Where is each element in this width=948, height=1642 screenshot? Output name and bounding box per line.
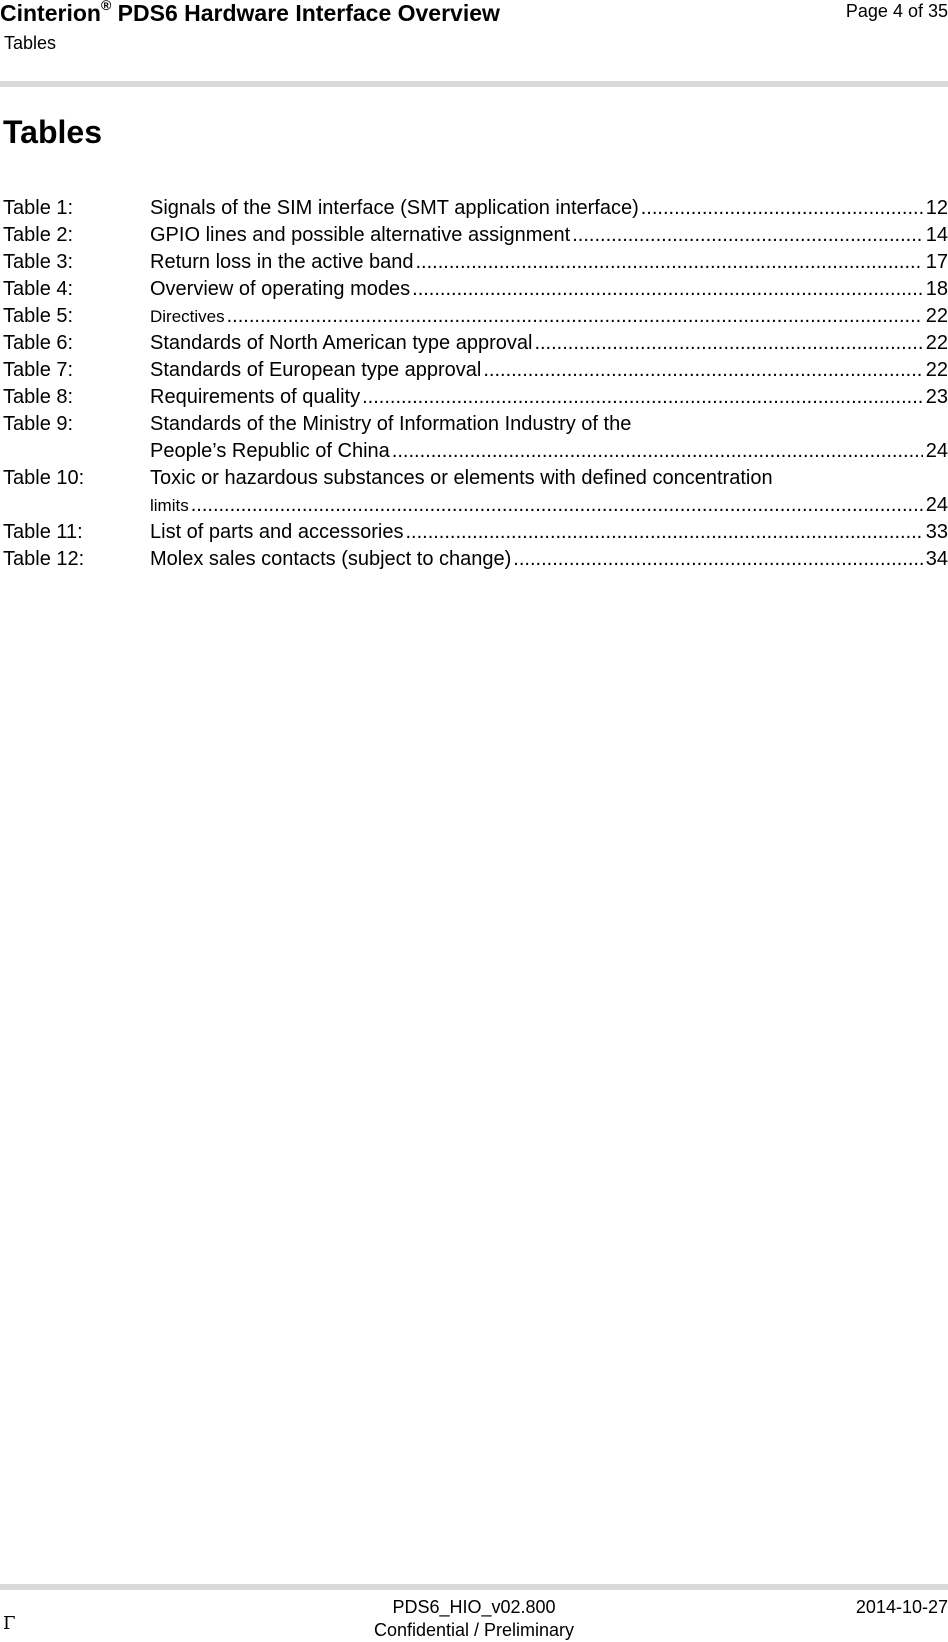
page-number: Page 4 of 35 <box>845 1 948 21</box>
toc-entry-label: Table 7: <box>3 359 74 381</box>
toc-entry[interactable] <box>0 384 948 411</box>
toc-entry[interactable] <box>0 411 948 465</box>
toc-dot-leader <box>227 303 923 330</box>
toc-entry-page: 14 <box>925 224 948 246</box>
toc-entry[interactable] <box>0 465 948 519</box>
document-id: PDS6_HIO_v02.800 <box>392 1597 556 1617</box>
toc-entry[interactable] <box>0 195 948 222</box>
toc-entry[interactable] <box>0 249 948 276</box>
document-title <box>0 0 500 26</box>
footer-mark: Γ <box>3 1613 16 1634</box>
page-heading: Tables <box>3 114 102 150</box>
toc-entry-title: Molex sales contacts (subject to change) <box>150 548 512 570</box>
toc-entry-title: Signals of the SIM interface (SMT application interface) <box>150 197 639 219</box>
header-divider <box>0 81 948 87</box>
toc-dot-leader <box>572 222 923 249</box>
toc-entry-label: Table 10: <box>3 467 85 489</box>
toc-entry-label: Table 5: <box>3 305 74 327</box>
toc-entry-title: Overview of operating modes <box>150 278 411 300</box>
toc-dot-leader <box>405 519 922 546</box>
toc-entry[interactable] <box>0 276 948 303</box>
toc-entry-page: 24 <box>925 440 948 462</box>
toc-entry-title: Standards of European type approval <box>150 359 482 381</box>
toc-entry-title: Standards of North American type approval <box>150 332 533 354</box>
section-name: Tables <box>4 33 57 53</box>
toc-entry-label: Table 9: <box>3 413 74 435</box>
toc-entry-page: 22 <box>925 332 948 354</box>
toc-entry-page: 22 <box>925 305 948 327</box>
toc-entry-label: Table 8: <box>3 386 74 408</box>
toc-entry-page: 34 <box>925 548 948 570</box>
toc-entry-label: Table 2: <box>3 224 74 246</box>
toc-entry[interactable] <box>0 357 948 384</box>
toc-entry-page: 17 <box>925 251 948 273</box>
toc-entry-page: 12 <box>925 197 948 219</box>
footer-divider <box>0 1584 948 1590</box>
toc-dot-leader <box>392 438 923 465</box>
footer-center <box>300 1596 648 1642</box>
toc-entry-page: 18 <box>925 278 948 300</box>
toc-dot-leader <box>191 492 923 519</box>
document-title-text: PDS6 Hardware Interface Overview <box>111 0 500 26</box>
toc-entry-title: List of parts and accessories <box>150 521 404 543</box>
registered-mark: ® <box>100 0 112 14</box>
list-of-tables <box>0 195 948 573</box>
toc-entry-title-line: Toxic or hazardous substances or elements with defined concentration <box>150 467 773 489</box>
toc-entry[interactable] <box>0 519 948 546</box>
brand-name: Cinterion <box>0 0 101 26</box>
toc-entry-page: 24 <box>925 494 948 516</box>
toc-dot-leader <box>641 195 923 222</box>
document-status: Confidential / Preliminary <box>373 1620 575 1640</box>
document-date: 2014-10-27 <box>855 1597 948 1617</box>
toc-entry-page: 23 <box>925 386 948 408</box>
toc-entry[interactable] <box>0 546 948 573</box>
toc-entry-page: 33 <box>925 521 948 543</box>
toc-dot-leader <box>483 357 922 384</box>
toc-dot-leader <box>513 546 922 573</box>
toc-dot-leader <box>362 384 923 411</box>
toc-entry-label: Table 12: <box>3 548 85 570</box>
toc-entry-label: Table 6: <box>3 332 74 354</box>
toc-entry-page: 22 <box>925 359 948 381</box>
toc-entry-label: Table 4: <box>3 278 74 300</box>
toc-entry[interactable] <box>0 222 948 249</box>
toc-entry-title: Directives <box>150 307 225 326</box>
toc-entry-label: Table 3: <box>3 251 74 273</box>
toc-entry-label: Table 11: <box>3 521 83 543</box>
toc-entry-title: limits <box>150 496 189 515</box>
toc-entry-title: GPIO lines and possible alternative assignment <box>150 224 571 246</box>
toc-entry-title: Requirements of quality <box>150 386 361 408</box>
toc-entry[interactable] <box>0 330 948 357</box>
toc-dot-leader <box>412 276 923 303</box>
toc-entry[interactable] <box>0 303 948 330</box>
toc-entry-title: People’s Republic of China <box>150 440 390 462</box>
toc-entry-title-line: Standards of the Ministry of Information Industry of the <box>150 413 632 435</box>
toc-dot-leader <box>534 330 922 357</box>
page-header <box>0 0 948 88</box>
toc-entry-label: Table 1: <box>3 197 74 219</box>
toc-dot-leader <box>416 249 923 276</box>
toc-entry-title: Return loss in the active band <box>150 251 414 273</box>
